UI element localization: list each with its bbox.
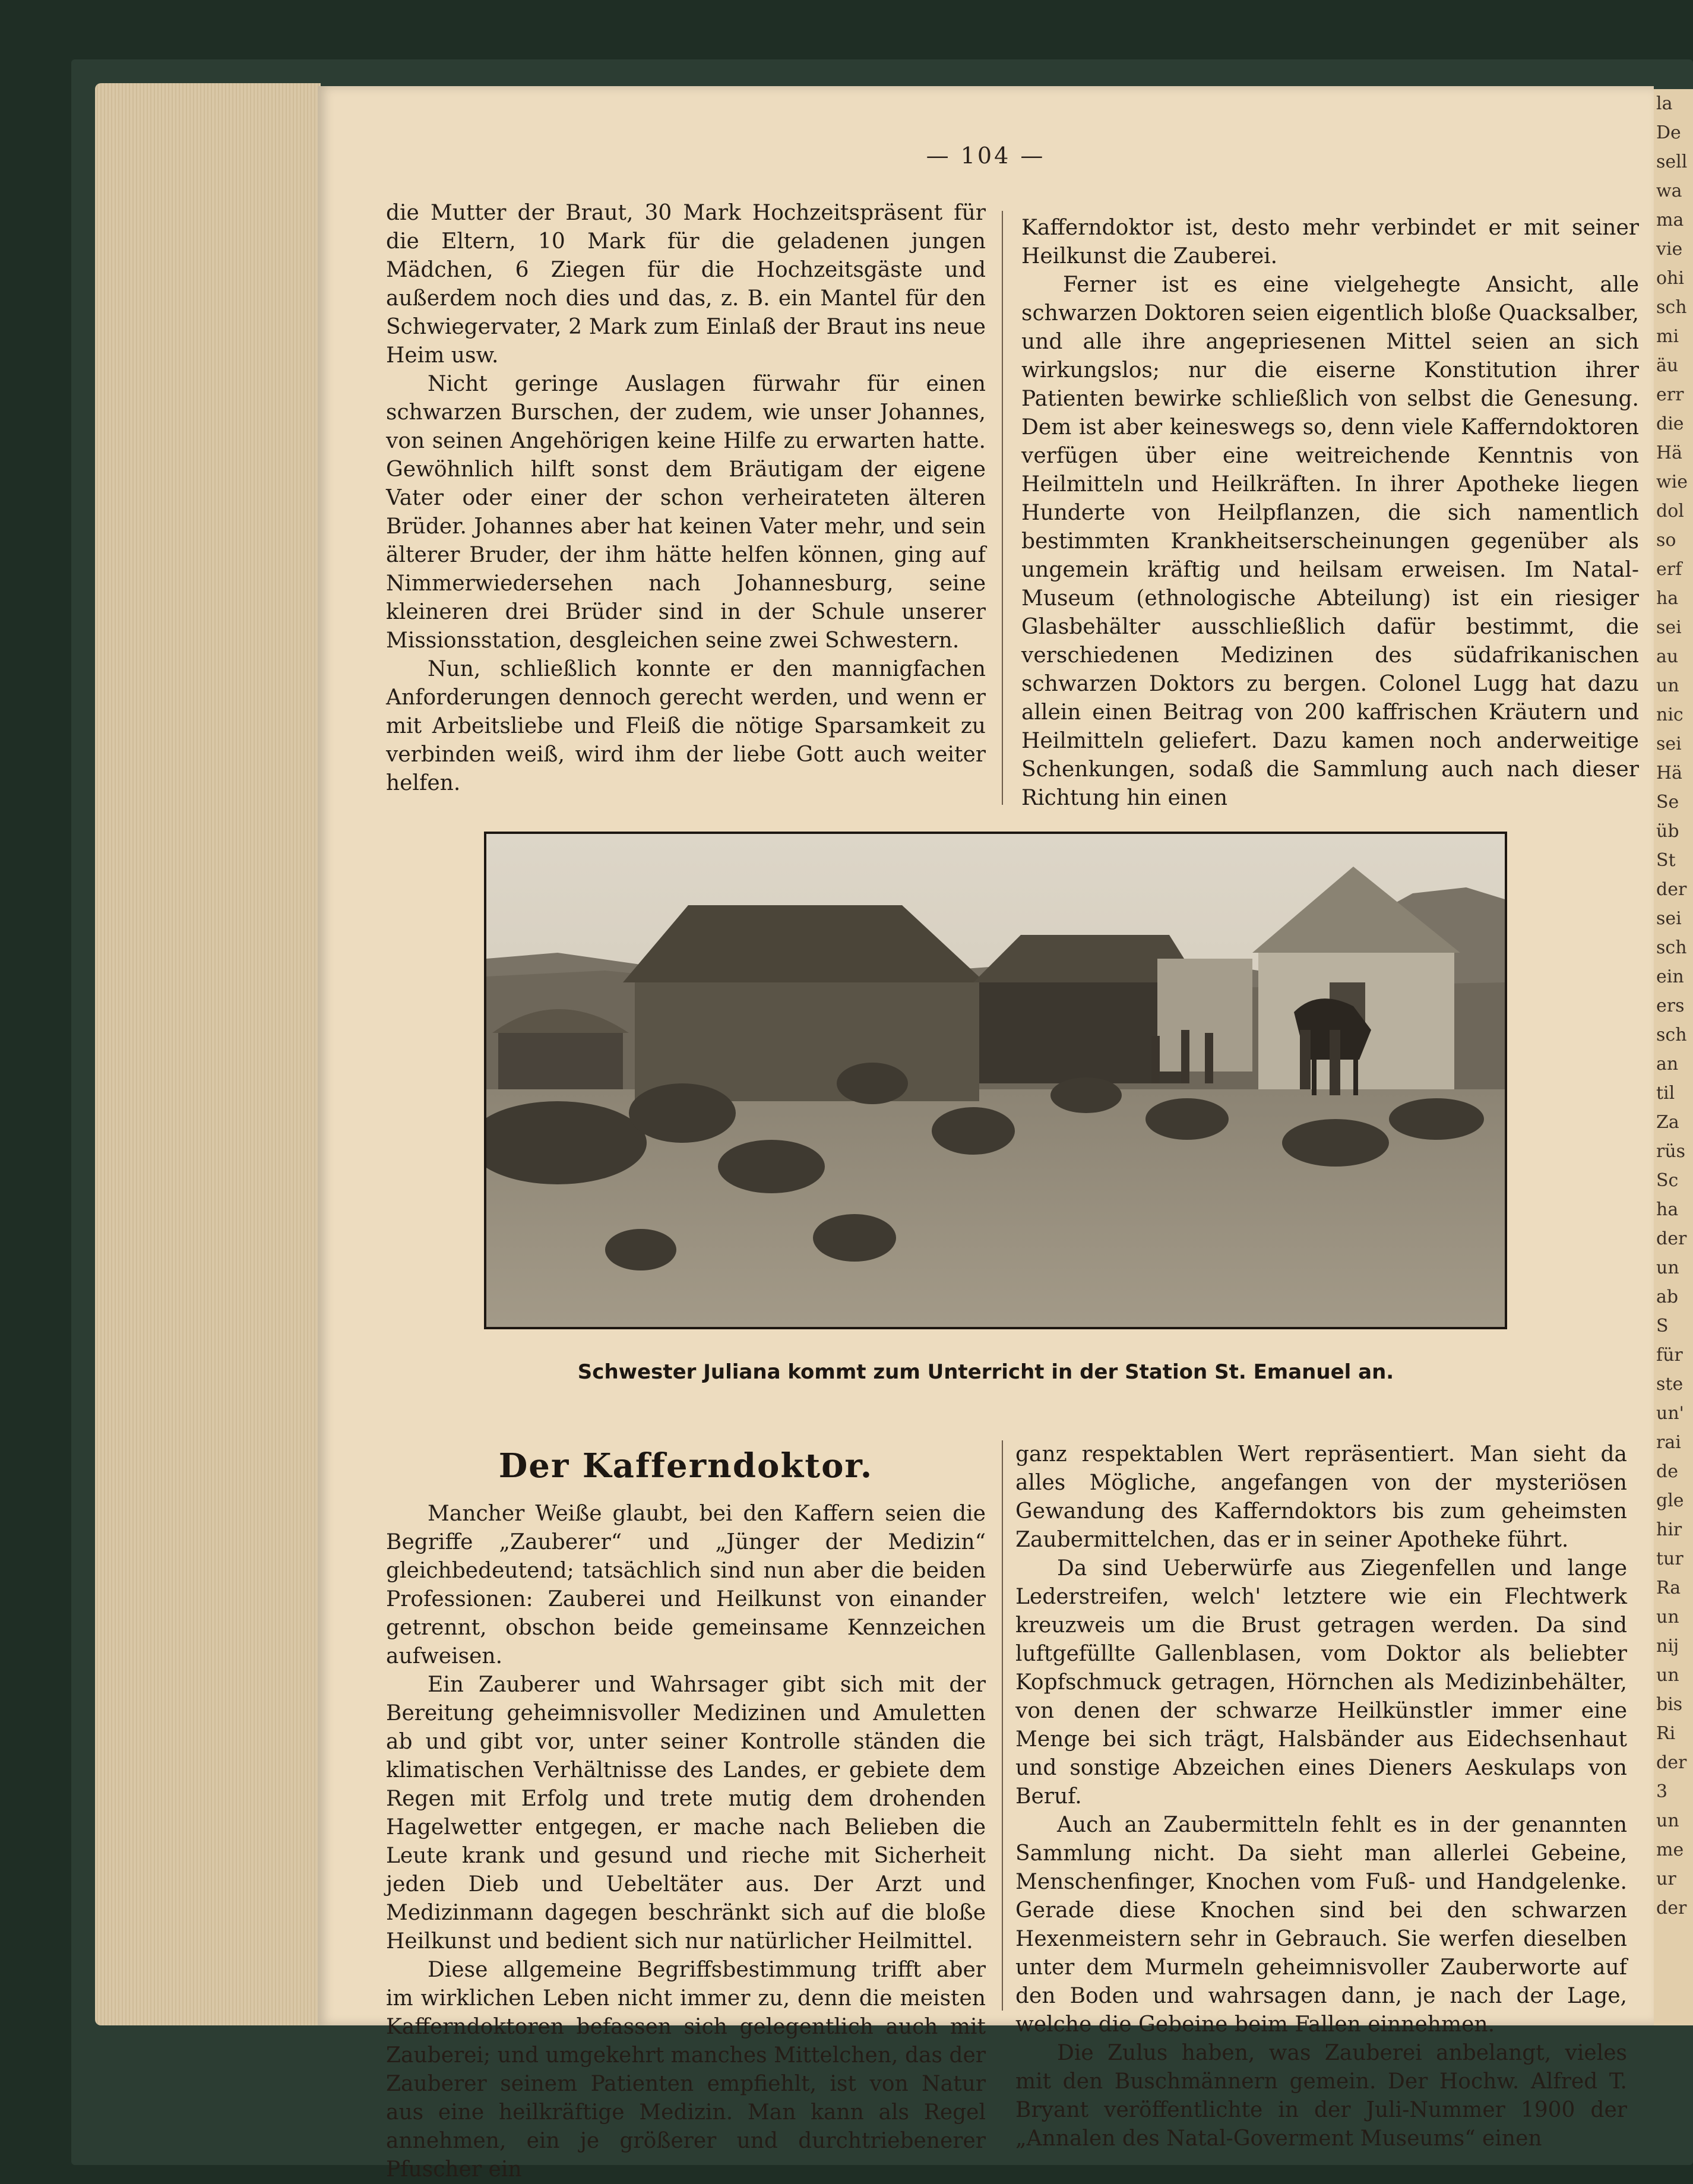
edge-fragment: dol <box>1656 501 1684 521</box>
edge-fragment: nij <box>1656 1636 1679 1657</box>
page-stack-edge <box>95 83 321 2025</box>
edge-fragment: ab <box>1656 1287 1679 1307</box>
edge-fragment: Za <box>1656 1112 1679 1133</box>
paragraph: Ein Zauberer und Wahrsager gibt sich mit der Bereitung geheimnisvoller Medizinen und Amuletten ab und gibt vor, unter seiner Kontrolle ständen die klimatischen Verhältnisse des Landes, er gebiete dem Regen mit Erfolg und trete mutig dem drohenden Hagelwetter entgegen, er mache nach Belieben die Leute krank und gesund und rieche mit Sicherheit jeden Dieb und Uebeltäter aus. Der Arzt und Medizinmann dagegen beschränkt sich auf die bloße Heilkunst und bedient sich nur natürlicher Heilmittel. <box>386 1673 986 1954</box>
paragraph: Auch an Zaubermitteln fehlt es in der genannten Sammlung nicht. Da sieht man allerlei Gebeine, Menschenfinger, Knochen vom Fuß- und Handgelenke. Gerade diese Knochen sind bei den schwarzen Hexenmeistern sehr in Gebrauch. Sie werfen dieselben unter dem Murmeln geheimnisvoller Zauberworte auf den Boden und wahrsagen dann, je nach der Lage, welche die Gebeine beim Fallen einnehmen. <box>1015 1813 1627 2037</box>
edge-fragment: Hä <box>1656 443 1683 463</box>
edge-fragment: ha <box>1656 1199 1679 1220</box>
edge-fragment: tur <box>1656 1548 1683 1569</box>
edge-fragment: til <box>1656 1083 1675 1104</box>
paragraph: Ferner ist es eine vielgehegte Ansicht, alle schwarzen Doktoren seien eigentlich bloße Quacksalber, und alle ihre angepriesenen Mittel seien an sich wirkungslos; nur die eiserne Konstitution ihrer Patienten bewirke schließlich von selbst die Genesung. Dem ist aber keineswegs so, denn viele Kafferndoktoren verfügen über eine weitreichende Kenntnis von Heilmitteln und Heilkräften. In ihrer Apotheke liegen Hunderte von Heilpflanzen, die sich namentlich bestimmten Krankheitserscheinungen gegenüber als ungemein kräftig und heilsam erweisen. Im Natal-Museum (ethnologische Abteilung) ist ein riesiger Glasbehälter ausschließlich dafür bestimmt, die verschiedenen Medizinen des südafrikanischen schwarzen Doktors zu bergen. Colonel Lugg hat dazu allein einen Beitrag von 200 kaffrischen Kräutern und Heilmitteln geliefert. Dazu kamen noch anderweitige Schenkungen, sodaß die Sammlung auch nach dieser Richtung hin einen <box>1021 273 1639 810</box>
column-top-left <box>386 199 986 798</box>
edge-fragment: ste <box>1656 1374 1683 1395</box>
edge-fragment: hir <box>1656 1519 1682 1540</box>
edge-fragment: ha <box>1656 588 1679 609</box>
edge-fragment: rai <box>1656 1432 1681 1453</box>
edge-fragment: De <box>1656 122 1681 143</box>
edge-fragment: gle <box>1656 1490 1684 1511</box>
edge-fragment: die <box>1656 413 1684 434</box>
edge-fragment: erf <box>1656 559 1682 580</box>
edge-fragment: so <box>1656 530 1676 551</box>
paragraph: ganz respektablen Wert repräsentiert. Man sieht da alles Mögliche, angefangen von der mysteriösen Gewandung des Kafferndoktors bis zum geheimsten Zaubermittelchen, das er in seiner Apotheke führt. <box>1015 1442 1627 1552</box>
edge-fragment: un <box>1656 1665 1679 1686</box>
edge-fragment: nic <box>1656 704 1683 725</box>
edge-fragment: un <box>1656 1257 1679 1278</box>
edge-fragment: Ri <box>1656 1723 1676 1744</box>
edge-fragment: sch <box>1656 1025 1687 1045</box>
paragraph: Da sind Ueberwürfe aus Ziegenfellen und lange Lederstreifen, welch' letztere wie ein Flechtwerk kreuzweis um die Brust getragen werden. Da sind luftgefüllte Gallenblasen, vom Doktor als beliebter Kopfschmuck getragen, Hörnchen als Medizinbehälter, von denen der schwarze Heilkünstler immer eine Menge bei sich trägt, Halsbänder aus Eidechsenhaut und sonstige Abzeichen eines Dieners Aeskulaps von Beruf. <box>1015 1556 1627 1809</box>
edge-fragment: ma <box>1656 210 1684 230</box>
edge-fragment: für <box>1656 1345 1683 1366</box>
page-number: — 104 — <box>926 143 1046 169</box>
edge-fragment: St <box>1656 850 1676 871</box>
paragraph: Mancher Weiße glaubt, bei den Kaffern seien die Begriffe „Zauberer“ und „Jünger der Medizin“ gleichbedeutend; tatsächlich sind nun aber die beiden Professionen: Zauberei und Heilkunst von einander getrennt, obschon beide gemeinsame Kennzeichen aufweisen. <box>386 1502 986 1668</box>
paragraph: Die Zulus haben, was Zauberei anbelangt, vieles mit den Buschmännern gemein. Der Hochw. Alfred T. Bryant veröffentlichte in der Juli-Nummer 1900 der „Annalen des Natal-Goverment Museums“ einen <box>1015 2041 1627 2151</box>
column-bottom-left <box>386 1500 986 2184</box>
edge-fragment: ers <box>1656 995 1685 1016</box>
edge-fragment: wa <box>1656 181 1682 201</box>
edge-fragment: la <box>1656 93 1673 114</box>
photo-caption: Schwester Juliana kommt zum Unterricht in der Station St. Emanuel an. <box>577 1360 1394 1384</box>
paragraph: Kafferndoktor ist, desto mehr verbindet er mit seiner Heilkunst die Zauberei. <box>1021 216 1639 268</box>
edge-fragment: Ra <box>1656 1578 1681 1598</box>
book-page <box>318 86 1654 2182</box>
edge-fragment: sei <box>1656 908 1682 929</box>
edge-fragment: err <box>1656 384 1684 405</box>
edge-fragment: S <box>1656 1316 1669 1336</box>
edge-fragment: ohi <box>1656 268 1684 289</box>
edge-fragment: sch <box>1656 297 1687 318</box>
edge-fragment: wie <box>1656 472 1688 492</box>
column-top-right <box>1021 214 1639 813</box>
edge-fragment: rüs <box>1656 1141 1686 1162</box>
article-heading: Der Kafferndoktor. <box>498 1446 874 1486</box>
next-page-edge <box>1654 89 1693 2025</box>
edge-fragment: ur <box>1656 1869 1676 1889</box>
edge-fragment: sei <box>1656 734 1682 754</box>
column-divider <box>1002 1440 1003 2011</box>
edge-fragment: Hä <box>1656 763 1683 783</box>
edge-fragment: der <box>1656 879 1687 900</box>
mission-station-photo <box>484 832 1507 1329</box>
edge-fragment: äu <box>1656 355 1679 376</box>
edge-fragment: 3 <box>1656 1781 1668 1802</box>
edge-fragment: Sc <box>1656 1170 1679 1191</box>
paragraph: die Mutter der Braut, 30 Mark Hochzeitspräsent für die Eltern, 10 Mark für die geladenen jungen Mädchen, 6 Ziegen für die Hochzeitsgäste und außerdem noch dies und das, z. B. ein Mantel für den Schwiegervater, 2 Mark zum Einlaß der Braut ins neue Heim usw. <box>386 201 986 368</box>
edge-fragment: un <box>1656 1810 1679 1831</box>
edge-fragment: au <box>1656 646 1679 667</box>
edge-fragment: an <box>1656 1054 1679 1074</box>
edge-fragment: un <box>1656 1607 1679 1627</box>
paragraph: Nun, schließlich konnte er den mannigfachen Anforderungen dennoch gerecht werden, und wenn er mit Arbeitsliebe und Fleiß die nötige Sparsamkeit zu verbinden weiß, wird ihm der liebe Gott auch weiter helfen. <box>386 657 986 795</box>
paragraph: Nicht geringe Auslagen fürwahr für einen schwarzen Burschen, der zudem, wie unser Johannes, von seinen Angehörigen keine Hilfe zu erwarten hatte. Gewöhnlich hilft sonst dem Bräutigam der eigene Vater oder einer der schon verheirateten älteren Brüder. Johannes aber hat keinen Vater mehr, und sein älterer Bruder, der ihm hätte helfen können, ging auf Nimmerwiedersehen nach Johannesburg, seine kleineren drei Brüder sind in der Schule unserer Missionsstation, desgleichen seine zwei Schwestern. <box>386 372 986 653</box>
edge-fragment: der <box>1656 1228 1687 1249</box>
column-divider <box>1002 211 1003 805</box>
edge-fragment: de <box>1656 1461 1678 1482</box>
edge-fragment: sei <box>1656 617 1682 638</box>
edge-fragment: bis <box>1656 1694 1683 1715</box>
edge-fragment: üb <box>1656 821 1679 842</box>
edge-fragment: ein <box>1656 966 1684 987</box>
edge-fragment: un' <box>1656 1403 1684 1424</box>
edge-fragment: der <box>1656 1752 1687 1773</box>
edge-fragment: der <box>1656 1898 1687 1918</box>
edge-fragment: un <box>1656 675 1679 696</box>
edge-fragment: sell <box>1656 151 1688 172</box>
edge-fragment: Se <box>1656 792 1679 813</box>
paragraph: Diese allgemeine Begriffsbestimmung trifft aber im wirklichen Leben nicht immer zu, denn die meisten Kafferndoktoren befassen sich gelegentlich auch mit Zauberei; und umgekehrt manches Mittelchen, das der Zauberer seinem Patienten empfiehlt, ist von Natur aus eine heilkräftige Medizin. Man kann als Regel annehmen, ein je größerer und durchtriebenerer Pfuscher ein <box>386 1958 986 2182</box>
column-bottom-right <box>1015 1440 1627 2153</box>
edge-fragment: sch <box>1656 937 1687 958</box>
edge-fragment: mi <box>1656 326 1679 347</box>
edge-fragment: vie <box>1656 239 1683 260</box>
edge-fragment: me <box>1656 1840 1684 1860</box>
